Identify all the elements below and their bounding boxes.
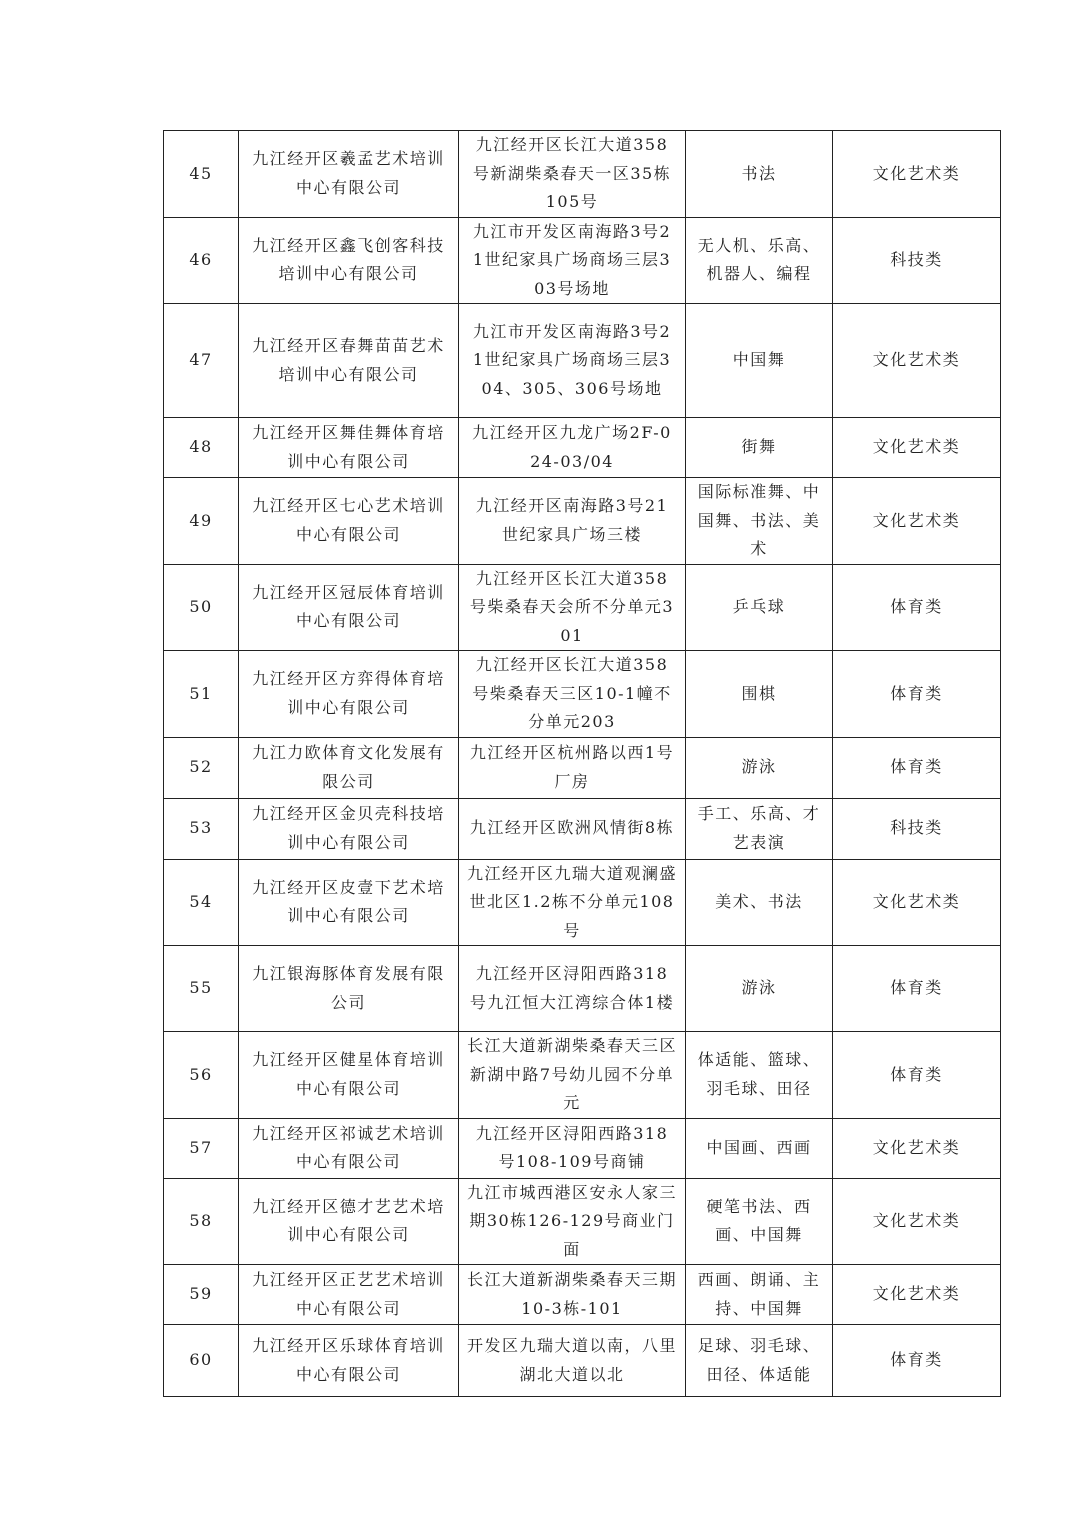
row-number: 51 <box>164 651 239 738</box>
institution-category: 文化艺术类 <box>833 1178 1001 1265</box>
institution-address: 九江经开区九瑞大道观澜盛世北区1.2栋不分单元108号 <box>459 859 686 946</box>
table-row <box>164 304 1001 418</box>
institution-address: 九江经开区长江大道358号新湖柴桑春天一区35栋105号 <box>459 131 686 218</box>
training-courses: 游泳 <box>686 737 833 798</box>
row-number: 50 <box>164 564 239 651</box>
institution-category: 体育类 <box>833 651 1001 738</box>
training-courses: 书法 <box>686 131 833 218</box>
table-row <box>164 946 1001 1032</box>
institution-name: 九江经开区七心艺术培训中心有限公司 <box>239 478 459 565</box>
institution-address: 九江经开区杭州路以西1号厂房 <box>459 737 686 798</box>
institution-name: 九江经开区健星体育培训中心有限公司 <box>239 1032 459 1119</box>
training-courses: 体适能、篮球、羽毛球、田径 <box>686 1032 833 1119</box>
table-body <box>164 131 1001 1397</box>
institution-name: 九江经开区春舞苗苗艺术培训中心有限公司 <box>239 304 459 418</box>
institution-category: 体育类 <box>833 946 1001 1032</box>
table-row <box>164 1178 1001 1265</box>
institution-address: 九江经开区欧洲风情街8栋 <box>459 798 686 859</box>
institution-category: 文化艺术类 <box>833 304 1001 418</box>
institution-category: 文化艺术类 <box>833 131 1001 218</box>
row-number: 49 <box>164 478 239 565</box>
institution-name: 九江经开区皮壹下艺术培训中心有限公司 <box>239 859 459 946</box>
institution-name: 九江经开区祁诚艺术培训中心有限公司 <box>239 1118 459 1178</box>
institution-name: 九江经开区羲孟艺术培训中心有限公司 <box>239 131 459 218</box>
row-number: 47 <box>164 304 239 418</box>
institution-name: 九江经开区正艺艺术培训中心有限公司 <box>239 1265 459 1325</box>
institution-name: 九江经开区德才艺艺术培训中心有限公司 <box>239 1178 459 1265</box>
row-number: 60 <box>164 1325 239 1397</box>
training-courses: 国际标准舞、中国舞、书法、美术 <box>686 478 833 565</box>
training-courses: 围棋 <box>686 651 833 738</box>
institution-category: 文化艺术类 <box>833 1118 1001 1178</box>
institution-address: 九江经开区长江大道358号柴桑春天三区10-1幢不分单元203 <box>459 651 686 738</box>
training-courses: 美术、书法 <box>686 859 833 946</box>
row-number: 57 <box>164 1118 239 1178</box>
institution-address: 九江经开区长江大道358号柴桑春天会所不分单元301 <box>459 564 686 651</box>
training-courses: 手工、乐高、才艺表演 <box>686 798 833 859</box>
row-number: 52 <box>164 737 239 798</box>
table-row <box>164 564 1001 651</box>
institution-category: 文化艺术类 <box>833 859 1001 946</box>
training-courses: 游泳 <box>686 946 833 1032</box>
row-number: 46 <box>164 217 239 304</box>
institution-category: 体育类 <box>833 737 1001 798</box>
institution-address: 九江经开区南海路3号21世纪家具广场三楼 <box>459 478 686 565</box>
training-courses: 街舞 <box>686 418 833 478</box>
institution-name: 九江经开区乐球体育培训中心有限公司 <box>239 1325 459 1397</box>
row-number: 48 <box>164 418 239 478</box>
institution-name: 九江经开区冠辰体育培训中心有限公司 <box>239 564 459 651</box>
training-institutions-table <box>163 130 1001 1397</box>
row-number: 55 <box>164 946 239 1032</box>
institution-category: 体育类 <box>833 564 1001 651</box>
row-number: 56 <box>164 1032 239 1119</box>
table-row <box>164 798 1001 859</box>
training-courses: 无人机、乐高、机器人、编程 <box>686 217 833 304</box>
training-courses: 中国舞 <box>686 304 833 418</box>
institution-address: 九江经开区浔阳西路318号108-109号商铺 <box>459 1118 686 1178</box>
institution-category: 科技类 <box>833 798 1001 859</box>
row-number: 45 <box>164 131 239 218</box>
institution-address: 开发区九瑞大道以南，八里湖北大道以北 <box>459 1325 686 1397</box>
table-row <box>164 1118 1001 1178</box>
institution-address: 九江经开区浔阳西路318号九江恒大江湾综合体1楼 <box>459 946 686 1032</box>
table-row <box>164 131 1001 218</box>
training-courses: 硬笔书法、西画、中国舞 <box>686 1178 833 1265</box>
institution-category: 文化艺术类 <box>833 478 1001 565</box>
institution-category: 体育类 <box>833 1325 1001 1397</box>
institution-address: 九江市开发区南海路3号21世纪家具广场商场三层304、305、306号场地 <box>459 304 686 418</box>
row-number: 54 <box>164 859 239 946</box>
institution-name: 九江力欧体育文化发展有限公司 <box>239 737 459 798</box>
institution-address: 长江大道新湖柴桑春天三期10-3栋-101 <box>459 1265 686 1325</box>
table-row <box>164 737 1001 798</box>
table-row <box>164 1325 1001 1397</box>
table-row <box>164 651 1001 738</box>
training-courses: 西画、朗诵、主持、中国舞 <box>686 1265 833 1325</box>
institution-name: 九江银海豚体育发展有限公司 <box>239 946 459 1032</box>
institution-name: 九江经开区金贝壳科技培训中心有限公司 <box>239 798 459 859</box>
table-row <box>164 418 1001 478</box>
institution-address: 九江经开区九龙广场2F-024-03/04 <box>459 418 686 478</box>
institution-category: 体育类 <box>833 1032 1001 1119</box>
row-number: 58 <box>164 1178 239 1265</box>
table-row <box>164 217 1001 304</box>
table-row <box>164 478 1001 565</box>
institution-category: 文化艺术类 <box>833 1265 1001 1325</box>
institution-name: 九江经开区方弈得体育培训中心有限公司 <box>239 651 459 738</box>
training-courses: 中国画、西画 <box>686 1118 833 1178</box>
training-courses: 乒乓球 <box>686 564 833 651</box>
row-number: 53 <box>164 798 239 859</box>
institution-address: 九江市开发区南海路3号21世纪家具广场商场三层303号场地 <box>459 217 686 304</box>
institution-category: 科技类 <box>833 217 1001 304</box>
table-row <box>164 1032 1001 1119</box>
institution-address: 九江市城西港区安永人家三期30栋126-129号商业门面 <box>459 1178 686 1265</box>
table-row <box>164 859 1001 946</box>
institution-address: 长江大道新湖柴桑春天三区新湖中路7号幼儿园不分单元 <box>459 1032 686 1119</box>
institution-name: 九江经开区舞佳舞体育培训中心有限公司 <box>239 418 459 478</box>
table-row <box>164 1265 1001 1325</box>
row-number: 59 <box>164 1265 239 1325</box>
institution-category: 文化艺术类 <box>833 418 1001 478</box>
institution-name: 九江经开区鑫飞创客科技培训中心有限公司 <box>239 217 459 304</box>
training-courses: 足球、羽毛球、田径、体适能 <box>686 1325 833 1397</box>
